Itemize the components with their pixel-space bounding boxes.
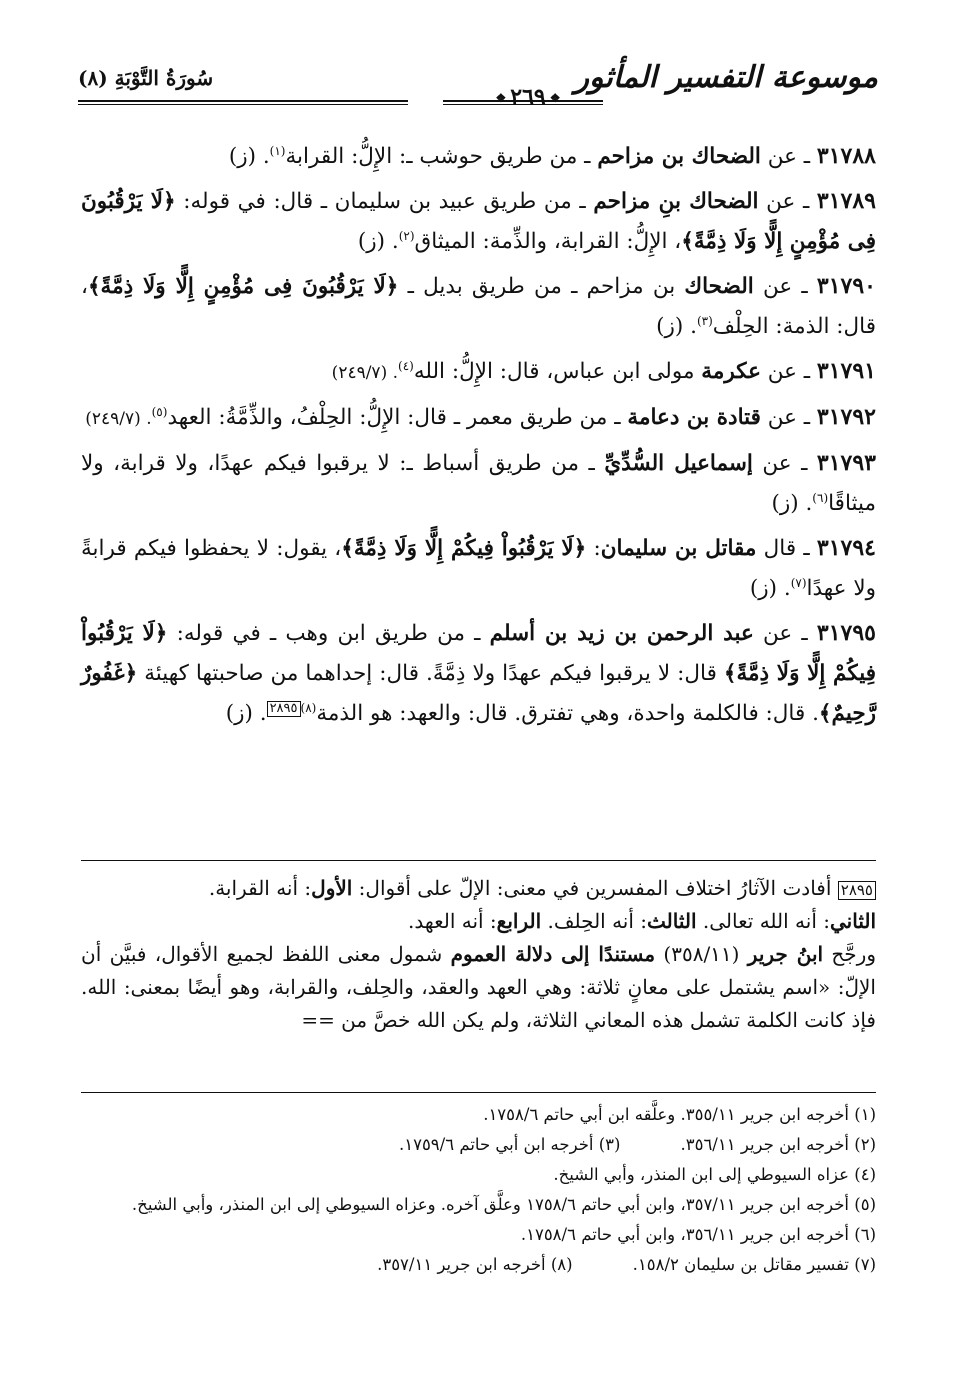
quran-verse: ﴿غَفُورٌ رَّحِيمٌ﴾ <box>81 661 876 726</box>
entry-source: . (ز) <box>357 229 399 254</box>
page-number: ❖ ٢٦٩ ❖ <box>473 84 583 110</box>
footnote-8: (٨) أخرجه ابن جرير ٣٥٧/١١. <box>377 1255 573 1274</box>
book-title: موسوعة التفسير المأثور <box>574 60 878 95</box>
label-third: الثالث <box>647 909 697 933</box>
entry-text: بن مزاحم ـ من طريق بديل ـ <box>398 274 685 299</box>
narrator: إسماعيل السُّدِّيِّ <box>604 451 753 476</box>
footnote-ref[interactable]: (٤) <box>398 358 414 373</box>
narrator: عكرمة <box>701 359 761 384</box>
narrator: الضحاك بن مزاحم <box>597 144 761 169</box>
entry-number: ٣١٧٩٥ <box>816 620 876 646</box>
entry-text: ـ عن <box>760 405 817 430</box>
entry-text: : <box>586 536 601 561</box>
entry-source: . (ز) <box>771 491 813 516</box>
label-second: الثاني <box>829 909 876 933</box>
entry-31791 <box>81 351 876 393</box>
commentary-text: : أنه الحِلف. <box>541 909 648 933</box>
quran-verse: ﴿لَا يَرْقُبُونَ فِى مُؤْمِنٍ إِلًّا وَلَا ذِمَّةً﴾ <box>87 274 399 299</box>
label-first: الأول <box>311 876 353 900</box>
entry-number: ٣١٧٩٤ <box>816 535 876 561</box>
entry-31792 <box>81 397 876 439</box>
entry-number: ٣١٧٩٣ <box>816 450 876 476</box>
main-text <box>81 136 876 738</box>
commentary-text: أفادت الآثارُ اختلاف المفسرين في معنى: الإلّ على أقوال: <box>352 876 838 900</box>
entry-text: ـ من طريق أسباط ـ: لا يرقبوا فيكم عهدًا، ولا قرابة، ولا ميثاقًا <box>81 451 876 516</box>
footnote-row <box>81 1130 876 1160</box>
footnote-1: (١) أخرجه ابن جرير ٣٥٥/١١. وعلَّقه ابن أبي حاتم ١٧٥٨/٦. <box>483 1105 876 1124</box>
commentary-note <box>81 872 876 1037</box>
entry-text: ـ من طريق ابن وهب ـ في قوله: <box>167 621 490 646</box>
footnote-row <box>81 1190 876 1220</box>
entry-31795 <box>81 613 876 734</box>
entry-text: ، الإِلُّ: القرابة، والذِّمة: الميثاق <box>414 229 682 254</box>
narrator: قتادة بن دعامة <box>627 405 761 430</box>
entry-number: ٣١٧٩٢ <box>816 404 876 430</box>
entry-text: ـ عن <box>753 621 817 646</box>
quran-verse: ﴿لَا يَرْقُبُواْ فِيكُمْ إِلًّا وَلَا ذِمَّةً﴾ <box>81 621 876 686</box>
footnotes-divider <box>81 1092 876 1093</box>
footnote-3: (٣) أخرجه ابن أبي حاتم ١٧٥٩/٦. <box>398 1135 621 1154</box>
footnote-6: (٦) أخرجه ابن جرير ٣٥٦/١١، وابن أبي حاتم ١٧٥٨/٦. <box>520 1225 876 1244</box>
footnote-row <box>81 1250 876 1280</box>
commentary-text: ورجَّح <box>823 942 876 966</box>
entry-source: . (ز) <box>228 144 270 169</box>
surah-label: سُورَةُ التَّوْبَةِ (٨) <box>78 66 214 90</box>
commentary-number: ٢٨٩٥ <box>838 881 876 900</box>
entry-31794 <box>81 528 876 609</box>
footnote-4: (٤) عزاه السيوطي إلى ابن المنذر، وأبي الشيخ. <box>553 1165 876 1184</box>
commentary-text: (٣٥٨/١١) <box>655 942 748 966</box>
entry-text: . قال: فالكلمة واحدة، وهي تفترق. قال: والعهد: هو الذمة <box>316 701 819 726</box>
footnote-ref[interactable]: (٨) <box>300 700 317 715</box>
entry-number: ٣١٧٨٩ <box>816 188 876 214</box>
entry-text: قال: لا يرقبوا فيكم عهدًا ولا ذِمَّةً. قال: إحداهما من صاحبتها كهيئة <box>137 661 724 686</box>
entry-31788 <box>81 136 876 177</box>
footnote-7: (٧) تفسير مقاتل بن سليمان ١٥٨/٢. <box>632 1255 876 1274</box>
label-fourth: الرابع <box>496 909 542 933</box>
method-phrase: مستندًا إلى دلالة العموم <box>450 942 656 966</box>
footnote-5: (٥) أخرجه ابن جرير ٣٥٧/١١، وابن أبي حاتم ١٧٥٨/٦ وعلَّق آخره. وعزاه السيوطي إلى ابن المنذر، وأبي الشيخ. <box>131 1195 876 1214</box>
entry-text: ـ عن <box>758 189 817 214</box>
commentary-ref-box[interactable]: ٢٨٩٥ <box>267 701 301 717</box>
entry-text: مولى ابن عباس، قال: الإِلُّ: الله <box>413 359 702 384</box>
footnote-2: (٢) أخرجه ابن جرير ٣٥٦/١١. <box>680 1135 876 1154</box>
entry-number: ٣١٧٩٠ <box>816 273 876 299</box>
footnote-ref[interactable]: (٢) <box>398 228 415 243</box>
running-header <box>78 60 878 120</box>
entry-text: ـ من طريق عبيد بن سليمان ـ قال: في قوله: <box>175 189 594 214</box>
footnote-ref[interactable]: (٣) <box>696 313 713 328</box>
entry-text: ، يقول: لا يحفظوا فيكم قرابةً ولا عهدًا <box>81 536 876 601</box>
entry-31793 <box>81 443 876 524</box>
commentary-text: : أنه القرابة. <box>208 876 312 900</box>
entry-number: ٣١٧٩١ <box>816 358 876 384</box>
narrator: الضحاك <box>684 274 754 299</box>
entry-text: ـ عن <box>760 144 817 169</box>
entry-text: ـ من طريق معمر ـ قال: الإِلُّ: الحِلْفُ، والذِّمَّةُ: العهد <box>167 405 628 430</box>
footnote-ref[interactable]: (٦) <box>812 490 829 505</box>
commentary-text: : أنه الله تعالى. <box>696 909 830 933</box>
entry-source: . (٢٤٩/٧) <box>331 363 399 383</box>
quran-verse: ﴿لَا يَرْقُبُونَ فِى مُؤْمِنٍ إِلًّا وَلَا ذِمَّةً﴾ <box>81 189 876 254</box>
narrator: الضحاك بنِ مزاحم <box>593 189 759 214</box>
commentary-text: شمول معنى اللفظ لجميع الأقوال، فبيَّن أن الإلّ: «اسم يشتمل على معانٍ ثلاثة: وهي العهد والعقد، والحِلف، والقرابة، وهو أيضًا بمعنى: الله. فإذ كانت الكلمة تشمل هذه المعاني الثلاثة، ولم يكن الله خصَّ من == <box>81 942 876 1032</box>
entry-source: . (٢٤٩/٧) <box>85 409 152 429</box>
footnote-row <box>81 1160 876 1190</box>
entry-31790 <box>81 266 876 347</box>
scholar-name: ابنُ جرير <box>747 942 824 966</box>
entry-text: ـ عن <box>752 451 817 476</box>
quran-verse: ﴿لَا يَرْقُبُواْ فِيكُمْ إِلًّا وَلَا ذِمَّةً﴾ <box>341 536 587 561</box>
header-rule-left <box>78 100 408 105</box>
footnote-row <box>81 1100 876 1130</box>
entry-text: ـ عن <box>753 274 817 299</box>
footnote-row <box>81 1220 876 1250</box>
footnote-ref[interactable]: (١) <box>269 143 286 158</box>
entry-source: . (ز) <box>749 576 791 601</box>
entry-text: ـ قال <box>756 536 817 561</box>
entry-source: . (ز) <box>656 314 697 339</box>
footnote-ref[interactable]: (٧) <box>790 575 807 590</box>
narrator: عبد الرحمن بن زيد بن أسلم <box>489 621 754 646</box>
entry-number: ٣١٧٨٨ <box>816 143 876 169</box>
narrator: مقاتل بن سليمان <box>600 536 757 561</box>
entry-text: ، قال: الذمة: الحِلْف <box>81 274 876 339</box>
footnote-ref[interactable]: (٥) <box>151 404 168 419</box>
commentary-text: : أنه العهد. <box>408 909 497 933</box>
footnotes <box>81 1100 876 1280</box>
entry-text: ـ عن <box>760 359 817 384</box>
entry-31789 <box>81 181 876 262</box>
entry-source: . (ز) <box>225 701 267 726</box>
entry-text: ـ من طريق حوشب ـ: الإِلُّ: القرابة <box>285 144 598 169</box>
commentary-divider <box>81 860 876 861</box>
